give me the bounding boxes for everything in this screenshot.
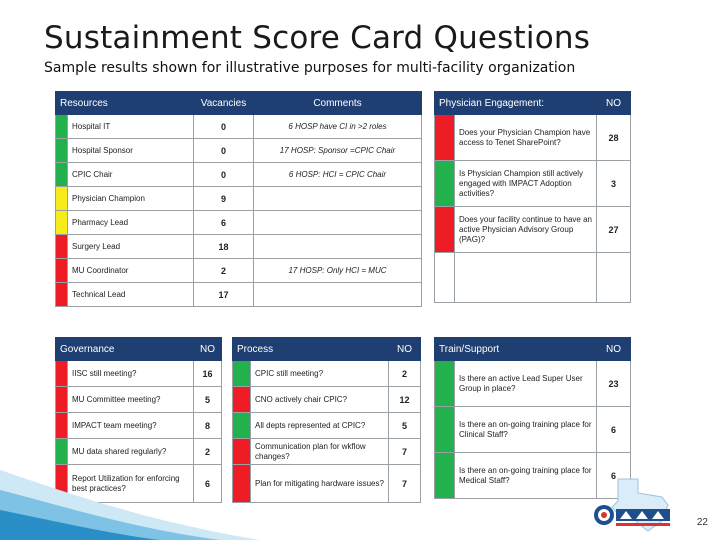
row-value: 7 bbox=[389, 465, 421, 503]
decorative-swoosh bbox=[0, 450, 260, 540]
row-value: 6 bbox=[194, 465, 222, 503]
row-label: Surgery Lead bbox=[68, 235, 194, 259]
row-comment: 6 HOSP: HCI = CPIC Chair bbox=[254, 163, 422, 187]
row-value: 5 bbox=[194, 387, 222, 413]
status-swatch bbox=[435, 453, 455, 499]
row-label: Plan for mitigating hardware issues? bbox=[251, 465, 389, 503]
row-value: 8 bbox=[194, 413, 222, 439]
row-value: 16 bbox=[194, 361, 222, 387]
row-value: 2 bbox=[194, 259, 254, 283]
row-label: All depts represented at CPIC? bbox=[251, 413, 389, 439]
status-swatch bbox=[56, 187, 68, 211]
row-label: Is there an on-going training place for Medical Staff? bbox=[455, 453, 597, 499]
page-subtitle: Sample results shown for illustrative purposes for multi-facility organization bbox=[44, 60, 576, 76]
table-row bbox=[435, 207, 631, 253]
status-swatch bbox=[56, 211, 68, 235]
organization-logo-icon bbox=[590, 475, 690, 535]
status-swatch bbox=[435, 407, 455, 453]
table-row bbox=[56, 259, 422, 283]
row-value: 7 bbox=[389, 439, 421, 465]
row-label: Is there an on-going training place for Clinical Staff? bbox=[455, 407, 597, 453]
table-row bbox=[435, 253, 631, 303]
table-row bbox=[233, 413, 421, 439]
table-row bbox=[233, 439, 421, 465]
governance-header: Governance bbox=[56, 338, 194, 361]
status-swatch bbox=[233, 387, 251, 413]
row-label: MU Coordinator bbox=[68, 259, 194, 283]
row-label: Technical Lead bbox=[68, 283, 194, 307]
row-value: 2 bbox=[389, 361, 421, 387]
process-header: Process bbox=[233, 338, 389, 361]
row-label bbox=[455, 253, 597, 303]
table-row bbox=[435, 161, 631, 207]
table-row bbox=[56, 163, 422, 187]
process-table bbox=[232, 337, 421, 503]
row-label: IISC still meeting? bbox=[68, 361, 194, 387]
table-row bbox=[233, 387, 421, 413]
status-swatch bbox=[435, 253, 455, 303]
table-row bbox=[56, 115, 422, 139]
row-comment: 6 HOSP have CI in >2 roles bbox=[254, 115, 422, 139]
train-support-header: Train/Support bbox=[435, 338, 597, 361]
status-swatch bbox=[56, 235, 68, 259]
row-value: 27 bbox=[597, 207, 631, 253]
status-swatch bbox=[435, 115, 455, 161]
table-row bbox=[233, 361, 421, 387]
table-row bbox=[435, 361, 631, 407]
table-row bbox=[56, 283, 422, 307]
row-comment bbox=[254, 187, 422, 211]
page-title: Sustainment Score Card Questions bbox=[44, 20, 591, 56]
row-label: Hospital Sponsor bbox=[68, 139, 194, 163]
comments-header: Comments bbox=[254, 92, 422, 115]
row-label: CNO actively chair CPIC? bbox=[251, 387, 389, 413]
row-value: 6 bbox=[597, 453, 631, 499]
status-swatch bbox=[56, 163, 68, 187]
row-value: 28 bbox=[597, 115, 631, 161]
vacancies-header: Vacancies bbox=[194, 92, 254, 115]
status-swatch bbox=[435, 207, 455, 253]
table-row bbox=[233, 465, 421, 503]
table-row bbox=[56, 235, 422, 259]
row-value: 0 bbox=[194, 139, 254, 163]
row-label: Report Utilization for enforcing best practices? bbox=[68, 465, 194, 503]
status-swatch bbox=[56, 387, 68, 413]
resources-header: Resources bbox=[56, 92, 194, 115]
table-row bbox=[56, 187, 422, 211]
physician-engagement-table bbox=[434, 91, 631, 303]
row-value: 6 bbox=[194, 211, 254, 235]
status-swatch bbox=[56, 259, 68, 283]
row-comment: 17 HOSP: Sponsor =CPIC Chair bbox=[254, 139, 422, 163]
row-label: Does your Physician Champion have access to Tenet SharePoint? bbox=[455, 115, 597, 161]
row-value: 3 bbox=[597, 161, 631, 207]
status-swatch bbox=[56, 115, 68, 139]
row-label: Communication plan for wkflow changes? bbox=[251, 439, 389, 465]
page-number: 22 bbox=[696, 517, 708, 528]
row-label: MU Committee meeting? bbox=[68, 387, 194, 413]
row-label: Hospital IT bbox=[68, 115, 194, 139]
row-label: Physician Champion bbox=[68, 187, 194, 211]
table-row bbox=[435, 115, 631, 161]
row-comment: 17 HOSP: Only HCI = MUC bbox=[254, 259, 422, 283]
row-comment bbox=[254, 211, 422, 235]
row-value: 12 bbox=[389, 387, 421, 413]
no-header: NO bbox=[194, 338, 222, 361]
row-label: IMPACT team meeting? bbox=[68, 413, 194, 439]
status-swatch bbox=[435, 361, 455, 407]
table-row bbox=[56, 387, 222, 413]
row-label: Pharmacy Lead bbox=[68, 211, 194, 235]
status-swatch bbox=[56, 283, 68, 307]
table-row bbox=[435, 407, 631, 453]
row-value: 23 bbox=[597, 361, 631, 407]
no-header: NO bbox=[597, 92, 631, 115]
status-swatch bbox=[435, 161, 455, 207]
row-value: 0 bbox=[194, 163, 254, 187]
status-swatch bbox=[56, 413, 68, 439]
row-comment bbox=[254, 235, 422, 259]
status-swatch bbox=[233, 413, 251, 439]
row-value: 0 bbox=[194, 115, 254, 139]
row-value: 6 bbox=[597, 407, 631, 453]
row-label: CPIC Chair bbox=[68, 163, 194, 187]
row-comment bbox=[254, 283, 422, 307]
row-value: 18 bbox=[194, 235, 254, 259]
row-label: CPIC still meeting? bbox=[251, 361, 389, 387]
row-value bbox=[597, 253, 631, 303]
row-value: 2 bbox=[194, 439, 222, 465]
row-label: MU data shared regularly? bbox=[68, 439, 194, 465]
table-row bbox=[56, 361, 222, 387]
no-header: NO bbox=[389, 338, 421, 361]
status-swatch bbox=[56, 139, 68, 163]
no-header: NO bbox=[597, 338, 631, 361]
status-swatch bbox=[233, 361, 251, 387]
row-label: Is Physician Champion still actively engaged with IMPACT Adoption activities? bbox=[455, 161, 597, 207]
row-value: 5 bbox=[389, 413, 421, 439]
row-label: Is there an active Lead Super User Group in place? bbox=[455, 361, 597, 407]
row-value: 17 bbox=[194, 283, 254, 307]
table-row bbox=[56, 211, 422, 235]
row-value: 9 bbox=[194, 187, 254, 211]
status-swatch bbox=[56, 361, 68, 387]
row-label: Does your facility continue to have an active Physician Advisory Group (PAG)? bbox=[455, 207, 597, 253]
table-row bbox=[56, 413, 222, 439]
resources-table bbox=[55, 91, 422, 307]
physician-engagement-header: Physician Engagement: bbox=[435, 92, 597, 115]
table-row bbox=[56, 139, 422, 163]
